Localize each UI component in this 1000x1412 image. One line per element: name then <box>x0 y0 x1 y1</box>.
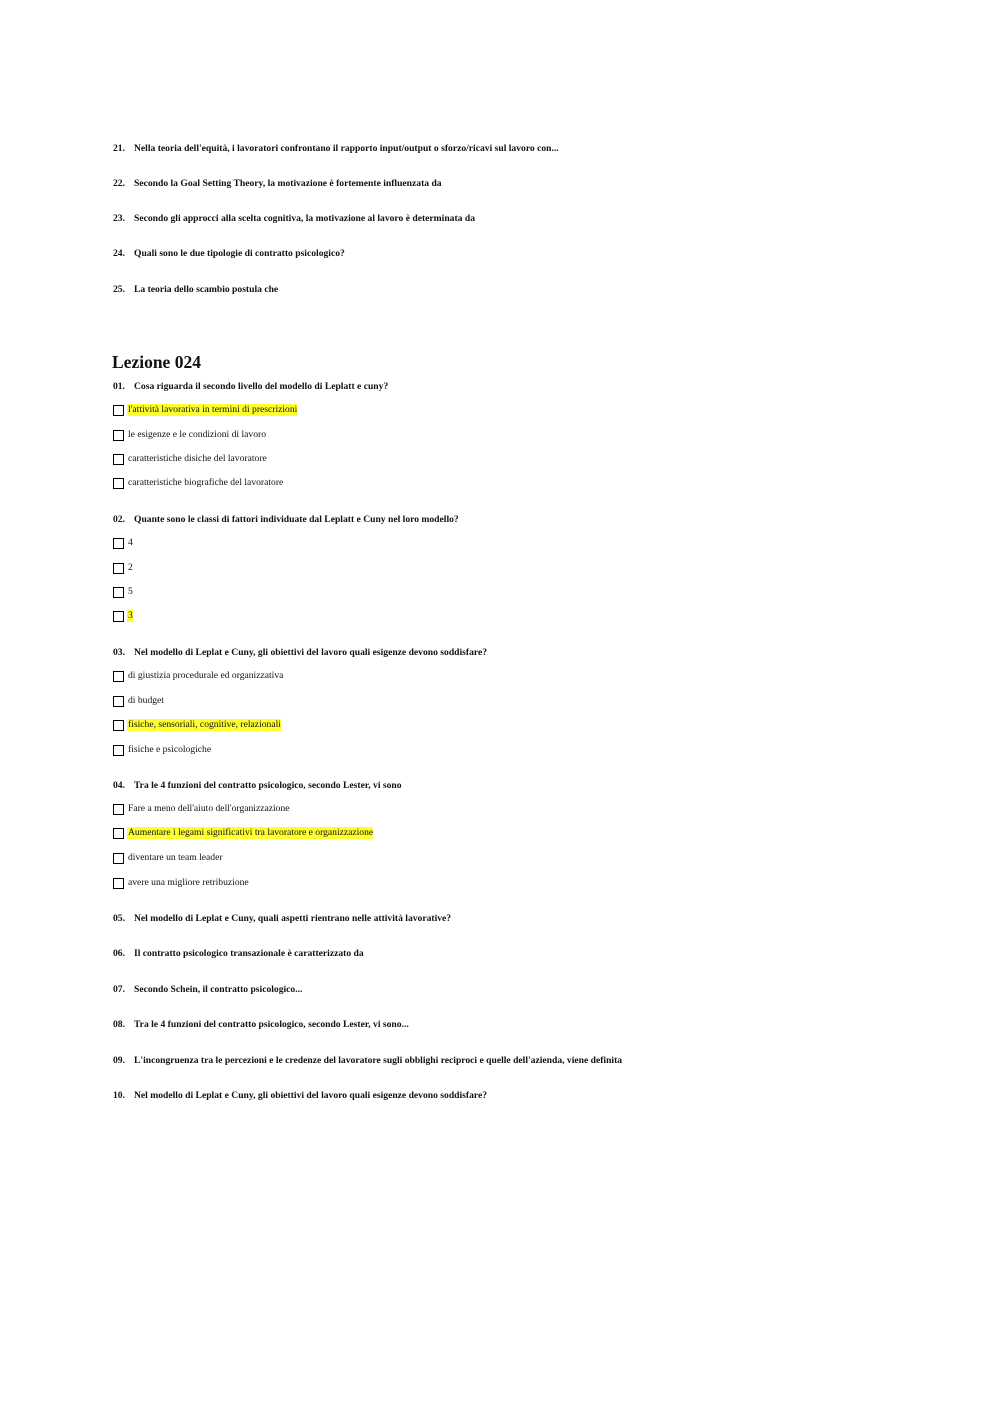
question-05 <box>113 913 451 925</box>
checkbox[interactable] <box>113 454 124 465</box>
question-22 <box>113 178 442 190</box>
section-heading: Lezione 024 <box>112 352 201 372</box>
answer-text-highlighted: 3 <box>128 610 133 621</box>
answer-text: fisiche e psicologiche <box>128 744 212 755</box>
question-number: 24. <box>113 248 125 259</box>
answer-option[interactable] <box>113 743 211 757</box>
checkbox[interactable] <box>113 587 124 598</box>
question-number: 06. <box>113 948 125 959</box>
answer-option[interactable] <box>113 403 297 417</box>
question-text: La teoria dello scambio postula che <box>134 284 279 295</box>
checkbox[interactable] <box>113 611 124 622</box>
question-25 <box>113 284 278 296</box>
question-text: Cosa riguarda il secondo livello del modello di Leplatt e cuny? <box>134 381 389 392</box>
question-number: 04. <box>113 780 125 791</box>
checkbox[interactable] <box>113 430 124 441</box>
question-text: Secondo la Goal Setting Theory, la motivazione è fortemente influenzata da <box>134 178 442 189</box>
question-text: Nel modello di Leplat e Cuny, quali aspetti rientrano nelle attività lavorative? <box>134 913 452 924</box>
checkbox[interactable] <box>113 478 124 489</box>
question-text: Tra le 4 funzioni del contratto psicologico, secondo Lester, vi sono... <box>134 1019 409 1030</box>
question-number: 25. <box>113 284 125 295</box>
question-text: Secondo gli approcci alla scelta cognitiva, la motivazione al lavoro è determinata da <box>134 213 475 224</box>
answer-text: di giustizia procedurale ed organizzativa <box>128 670 284 681</box>
answer-option[interactable] <box>113 585 133 599</box>
checkbox[interactable] <box>113 720 124 731</box>
answer-option[interactable] <box>113 561 133 575</box>
answer-text: le esigenze e le condizioni di lavoro <box>128 429 266 440</box>
question-number: 07. <box>113 984 125 995</box>
checkbox[interactable] <box>113 853 124 864</box>
question-10 <box>113 1090 487 1102</box>
answer-text-highlighted: fisiche, sensoriali, cognitive, relazionali <box>128 719 281 730</box>
answer-option[interactable] <box>113 428 266 442</box>
answer-text-highlighted: Aumentare i legami significativi tra lavoratore e organizzazione <box>128 827 374 838</box>
quiz-question-04 <box>113 780 402 792</box>
answer-option[interactable] <box>113 669 283 683</box>
question-number: 22. <box>113 178 125 189</box>
question-23 <box>113 213 475 225</box>
answer-option[interactable] <box>113 876 249 890</box>
question-number: 08. <box>113 1019 125 1030</box>
checkbox[interactable] <box>113 538 124 549</box>
answer-option[interactable] <box>113 536 133 550</box>
checkbox[interactable] <box>113 878 124 889</box>
checkbox[interactable] <box>113 828 124 839</box>
question-21 <box>113 143 559 155</box>
question-text: Quali sono le due tipologie di contratto psicologico? <box>134 248 345 259</box>
quiz-question-03 <box>113 647 487 659</box>
answer-option[interactable] <box>113 851 223 865</box>
answer-text: caratteristiche disiche del lavoratore <box>128 453 267 464</box>
answer-option[interactable] <box>113 802 290 816</box>
question-07 <box>113 984 302 996</box>
question-number: 05. <box>113 913 125 924</box>
question-06 <box>113 948 364 960</box>
checkbox[interactable] <box>113 745 124 756</box>
answer-option[interactable] <box>113 476 283 490</box>
answer-text: Fare a meno dell'aiuto dell'organizzazione <box>128 803 290 814</box>
question-09 <box>113 1055 622 1067</box>
answer-option[interactable] <box>113 452 267 466</box>
question-text: Nel modello di Leplat e Cuny, gli obiettivi del lavoro quali esigenze devono soddisfare? <box>134 1090 488 1101</box>
question-24 <box>113 248 345 260</box>
checkbox[interactable] <box>113 804 124 815</box>
answer-text: avere una migliore retribuzione <box>128 877 249 888</box>
question-text: Nella teoria dell'equità, i lavoratori confrontano il rapporto input/output o sforzo/ricavi sul lavoro con... <box>134 143 559 154</box>
question-text: Tra le 4 funzioni del contratto psicologico, secondo Lester, vi sono <box>134 780 402 791</box>
quiz-question-02 <box>113 514 459 526</box>
answer-option[interactable] <box>113 694 164 708</box>
answer-text: caratteristiche biografiche del lavoratore <box>128 477 284 488</box>
answer-text: diventare un team leader <box>128 852 223 863</box>
question-number: 23. <box>113 213 125 224</box>
answer-option[interactable] <box>113 609 133 623</box>
question-08 <box>113 1019 409 1031</box>
question-number: 09. <box>113 1055 125 1066</box>
answer-option[interactable] <box>113 826 373 840</box>
answer-text-highlighted: l'attività lavorativa in termini di prescrizioni <box>128 404 298 415</box>
answer-text: 5 <box>128 586 133 597</box>
checkbox[interactable] <box>113 671 124 682</box>
checkbox[interactable] <box>113 405 124 416</box>
checkbox[interactable] <box>113 696 124 707</box>
answer-text: di budget <box>128 695 164 706</box>
question-text: Il contratto psicologico transazionale è caratterizzato da <box>134 948 364 959</box>
question-number: 03. <box>113 647 125 658</box>
question-text: Quante sono le classi di fattori individuate dal Leplatt e Cuny nel loro modello? <box>134 514 459 525</box>
question-number: 21. <box>113 143 125 154</box>
question-text: Secondo Schein, il contratto psicologico... <box>134 984 303 995</box>
question-number: 01. <box>113 381 125 392</box>
answer-text: 2 <box>128 562 133 573</box>
question-number: 02. <box>113 514 125 525</box>
answer-text: 4 <box>128 537 133 548</box>
question-text: Nel modello di Leplat e Cuny, gli obiettivi del lavoro quali esigenze devono soddisfare? <box>134 647 488 658</box>
question-text: L'incongruenza tra le percezioni e le credenze del lavoratore sugli obblighi reciproci e quelle dell'azienda, viene definita <box>134 1055 623 1066</box>
checkbox[interactable] <box>113 563 124 574</box>
answer-option[interactable] <box>113 718 281 732</box>
quiz-question-01 <box>113 381 388 393</box>
question-number: 10. <box>113 1090 125 1101</box>
